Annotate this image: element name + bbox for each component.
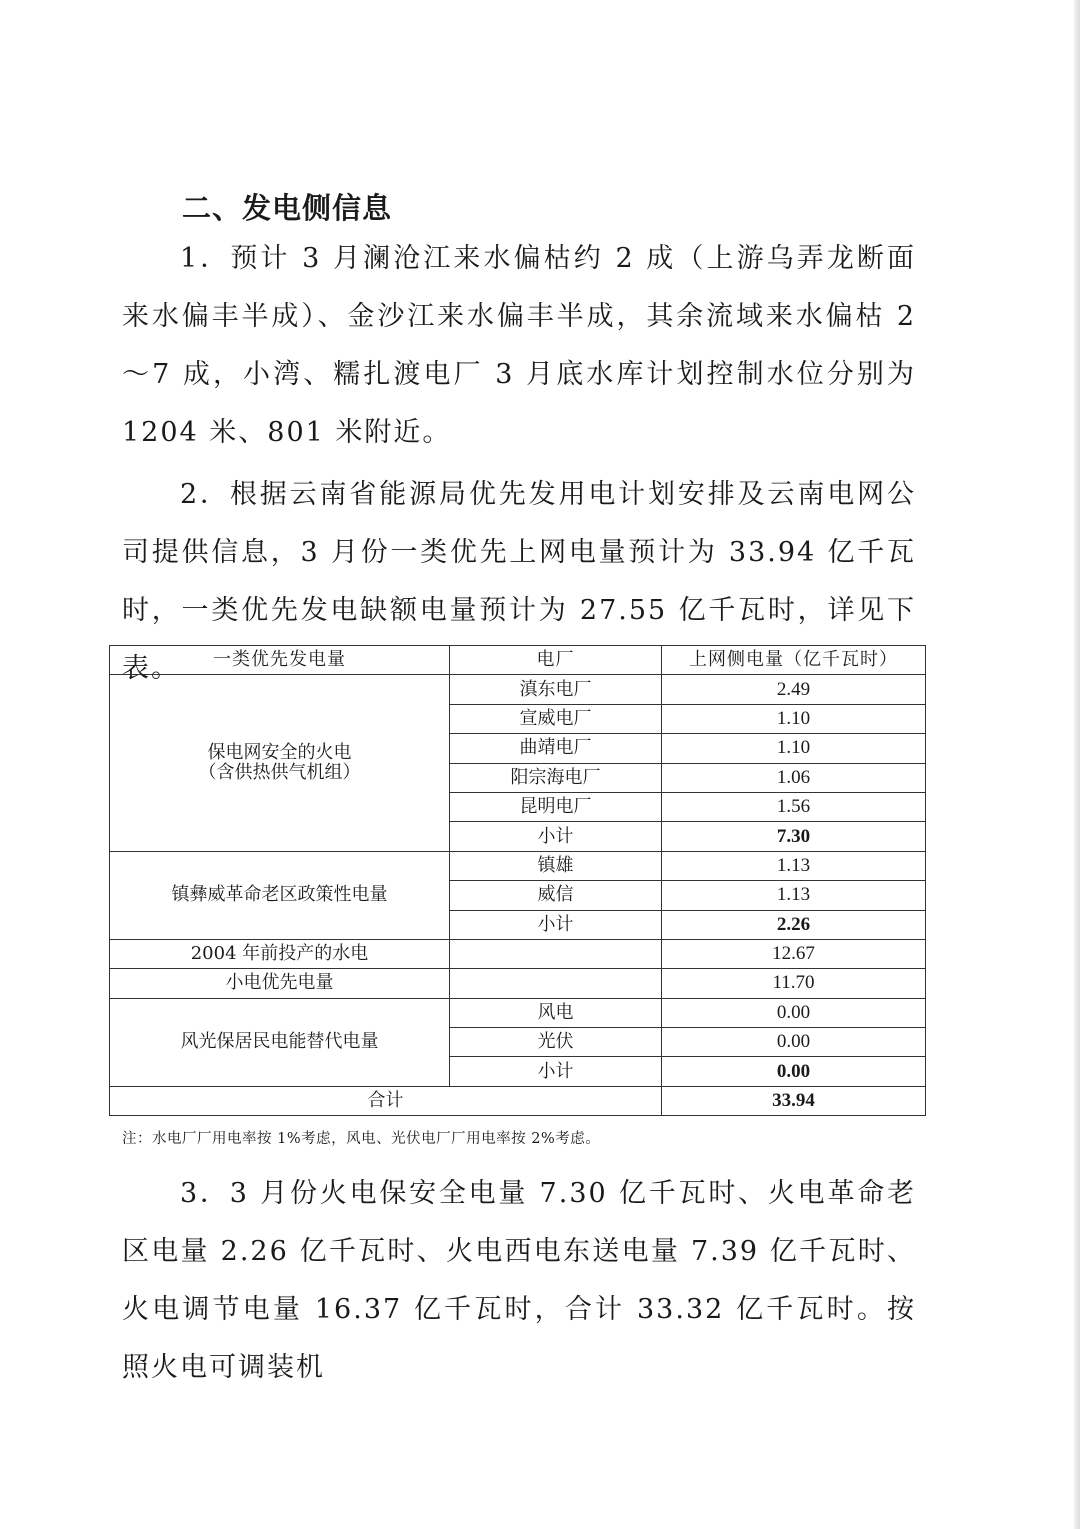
table-header-row xyxy=(110,646,926,675)
plant-cell: 阳宗海电厂 xyxy=(450,763,662,792)
table-note: 注：水电厂厂用电率按 1%考虑，风电、光伏电厂厂用电率按 2%考虑。 xyxy=(122,1131,601,1147)
plant-cell: 镇雄 xyxy=(450,851,662,880)
value-cell: 12.67 xyxy=(662,939,926,968)
paragraph-1-text: 1．预计 3 月澜沧江来水偏枯约 2 成（上游乌弄龙断面来水偏丰半成）、金沙江来水偏丰半成，其余流域来水偏枯 2～7 成，小湾、糯扎渡电厂 3 月底水库计划控制水位分别为 1204 米、801 米附近。 xyxy=(122,243,916,448)
subtotal-label: 小计 xyxy=(450,822,662,851)
header-category: 一类优先发电量 xyxy=(110,646,450,675)
value-cell: 2.49 xyxy=(662,675,926,704)
value-cell: 1.10 xyxy=(662,734,926,763)
plant-cell: 风电 xyxy=(450,998,662,1027)
subtotal-label: 小计 xyxy=(450,1057,662,1086)
table-row xyxy=(110,969,926,998)
section-heading: 二、发电侧信息 xyxy=(182,191,393,225)
priority-generation-table xyxy=(109,645,926,1116)
total-label: 合计 xyxy=(110,1086,662,1115)
total-row xyxy=(110,1086,926,1115)
table-row xyxy=(110,851,926,880)
subtotal-value: 2.26 xyxy=(662,910,926,939)
category-wind-solar: 风光保居民电能替代电量 xyxy=(110,998,450,1086)
category-revolutionary-area: 镇彝威革命老区政策性电量 xyxy=(110,851,450,939)
category-thermal-line1: 保电网安全的火电 xyxy=(207,742,352,764)
paragraph-1 xyxy=(122,230,916,462)
value-cell: 0.00 xyxy=(662,1028,926,1057)
plant-cell: 光伏 xyxy=(450,1028,662,1057)
table-row xyxy=(110,675,926,704)
category-small-hydro: 小电优先电量 xyxy=(110,969,450,998)
table-row xyxy=(110,998,926,1027)
header-value: 上网侧电量（亿千瓦时） xyxy=(662,646,926,675)
page-edge xyxy=(1074,0,1080,1529)
total-value: 33.94 xyxy=(662,1086,926,1115)
paragraph-2-text: 2．根据云南省能源局优先发用电计划安排及云南电网公司提供信息，3 月份一类优先上网电量预计为 33.94 亿千瓦时，一类优先发电缺额电量预计为 27.55 亿千瓦时，详见下表。 xyxy=(122,479,916,684)
value-cell: 1.56 xyxy=(662,792,926,821)
plant-cell: 曲靖电厂 xyxy=(450,734,662,763)
plant-cell: 昆明电厂 xyxy=(450,792,662,821)
plant-cell: 威信 xyxy=(450,881,662,910)
value-cell: 1.06 xyxy=(662,763,926,792)
value-cell: 1.13 xyxy=(662,881,926,910)
value-cell: 1.10 xyxy=(662,704,926,733)
category-hydro-pre2004: 2004 年前投产的水电 xyxy=(110,939,450,968)
paragraph-3-text: 3．3 月份火电保安全电量 7.30 亿千瓦时、火电革命老区电量 2.26 亿千瓦时、火电西电东送电量 7.39 亿千瓦时、火电调节电量 16.37 亿千瓦时，合计 33.32 亿千瓦时。按照火电可调装机 xyxy=(122,1178,916,1383)
table-row xyxy=(110,939,926,968)
category-thermal-line2: （含供热供气机组） xyxy=(198,762,361,784)
category-thermal-safety xyxy=(110,675,450,851)
subtotal-label: 小计 xyxy=(450,910,662,939)
value-cell: 1.13 xyxy=(662,851,926,880)
plant-cell: 滇东电厂 xyxy=(450,675,662,704)
header-plant: 电厂 xyxy=(450,646,662,675)
plant-cell xyxy=(450,939,662,968)
subtotal-value: 0.00 xyxy=(662,1057,926,1086)
value-cell: 11.70 xyxy=(662,969,926,998)
plant-cell: 宣威电厂 xyxy=(450,704,662,733)
subtotal-value: 7.30 xyxy=(662,822,926,851)
paragraph-3 xyxy=(122,1165,916,1397)
plant-cell xyxy=(450,969,662,998)
value-cell: 0.00 xyxy=(662,998,926,1027)
